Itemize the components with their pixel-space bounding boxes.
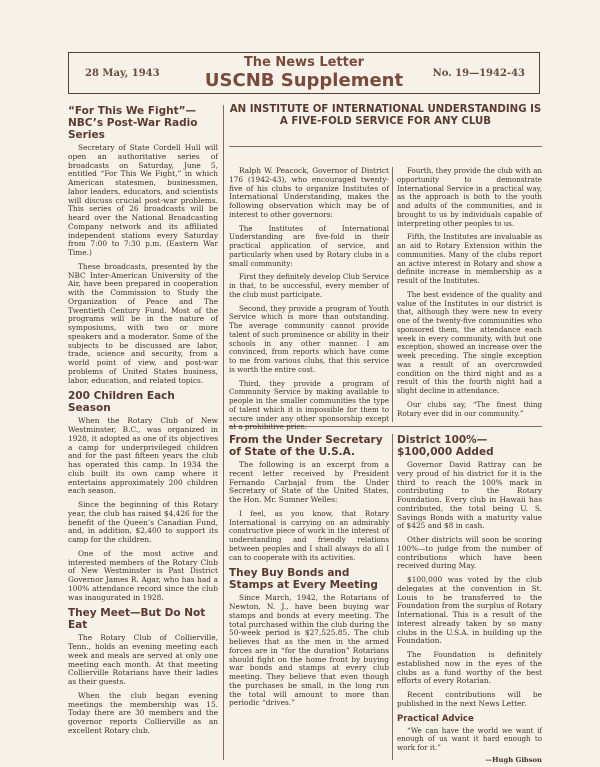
masthead-title: USCNB Supplement (204, 70, 404, 91)
institute-column-2 (397, 167, 542, 423)
left-column (68, 105, 218, 741)
institute-headline: AN INSTITUTE OF INTERNATIONAL UNDERSTANDING IS A FIVE-FOLD SERVICE FOR ANY CLUB (229, 104, 542, 127)
article-paragraph: I feel, as you know, that Rotary International is carrying on an admirably constructive piece of work in the interest of understanding and friendly relations between peoples and I shall always do all I can to cooperate with its activities. (229, 508, 389, 562)
article-paragraph: Since the beginning of this Rotary year, the club has raised $4,426 for the benefit of the Queen’s Canadian Fund, and, in addition, $2,400 to support its camp for the children. (68, 500, 218, 544)
lower-right-column (397, 434, 542, 765)
article-paragraph: The best evidence of the quality and value of the Institutes in our district is that, although they were new to every one of the twenty-five communities who sponsored them, the attendance each week in every community, with but one exception, showed an increase over the week preceding. The single exception was a result of an overcrowded condition on the third night and as a result of this the fourth night had a slight decline in attendance. (397, 289, 542, 395)
article-paragraph: When the club began evening meetings the membership was 15. Today there are 30 members and the governor reports Collierville as an excellent Rotary club. (68, 690, 218, 735)
article-title-for-this-we-fight: “For This We Fight”— NBC’s Post-War Radio Series (68, 105, 198, 141)
article-paragraph: Third, they provide a program of Community Service by making available to people in the smaller communities the type of talent which it is impossible for them to secure under any other sponsorship except at a prohibitive price. (229, 378, 389, 432)
article-paragraph: Secretary of State Cordell Hull will open an authoritative series of broadcasts on Saturday, June 5, entitled “For This We Fight,” in which American statesmen, businessmen, labor leaders, educators, and scientists will discuss crucial post-war problems. This series of 26 broadcasts will be heard over the National Broadcasting Company network and its affiliated independent stations every Saturday from 7:00 to 7:30 p.m. (Eastern War Time.) (68, 143, 218, 257)
quote-paragraph: “We can have the world we want if enough of us want it hard enough to work for it.” (397, 725, 542, 752)
article-paragraph: Governor David Rattray can be very proud of his district for it is the third to reach the 100% mark in contributing to the Rotary Foundation. Every club in Hawaii has contributed, the total being U. S. Savings Bonds with a maturity value of $425 and $8 in cash. (397, 460, 542, 531)
masthead-subtitle: The News Letter (243, 55, 365, 70)
column-divider-lower (392, 434, 393, 760)
article-paragraph: The following is an excerpt from a recent letter received by President Fernando Carbajal from the Under Secretary of State of the United States, the Hon. Mr. Sumner Welles: (229, 460, 389, 504)
article-paragraph: Other districts will soon be scoring 100%—to judge from the number of contributions which have been received during May. (397, 535, 542, 571)
article-paragraph: One of the most active and interested members of the Rotary Club of New Westminster is Past District Governor James R. Agar, who has had a 100% attendance record since the club was inaugurated in 1928. (68, 548, 218, 602)
article-title-they-meet: They Meet—But Do Not Eat (68, 607, 206, 632)
lower-middle-column (229, 434, 389, 713)
article-paragraph: Fourth, they provide the club with an opportunity to demonstrate International Service in a practical way, as the approach is both to the youth and adults of the communities, and is brought to us by individuals capable of interpreting other peoples to us. (397, 166, 542, 228)
article-paragraph: Second, they provide a program of Youth Service which is more than outstanding. The average community cannot provide talent of such prominence or ability in their schools in any other manner. I am convinced, from reports which have come to me from various clubs, that this service is worth the entire cost. (229, 303, 389, 374)
heading-rule (229, 146, 542, 147)
article-paragraph: The Rotary Club of Collierville, Tenn., holds an evening meeting each week and meals are served at only one meeting each month. At that meeting Collierville Rotarians have their ladies as their guests. (68, 633, 218, 686)
article-paragraph: Ralph W. Peacock, Governor of District 176 (1942-43), who encouraged twenty-five of his clubs to organize Institutes of International Understanding, makes the following observation which may be of interest to other governors: (229, 166, 389, 219)
article-paragraph: The Foundation is definitely established now in the eyes of the clubs as a fund worthy of the best efforts of every Rotarian. (397, 650, 542, 686)
article-paragraph: When the Rotary Club of New Westminster, B.C., was organized in 1928, it adopted as one of its objectives a camp for underprivileged children and for the past fifteen years the club has operated this camp. In 1934 the club built its own camp where it entertains approximately 200 children each season. (68, 416, 218, 496)
issue-date: 28 May, 1943 (85, 68, 160, 79)
institute-column-1 (229, 167, 389, 437)
masthead (68, 52, 540, 94)
article-title-200-children: 200 Children Each Season (68, 390, 175, 415)
article-title-bonds-stamps: They Buy Bonds and Stamps at Every Meeting (229, 567, 378, 592)
article-paragraph: These broadcasts, presented by the NBC Inter-American University of the Air, have been prepared in cooperation with the Commission to Study the Organization of Peace and The Twentieth Century Fund. Most of the programs will be in the nature of symposiums, with two or more speakers and a moderator. Some of the subjects to be discussed are labor, trade, science and security, from a world point of view, and post-war problems of United States business, labor, education, and related topics. (68, 261, 218, 385)
article-title-practical-advice: Practical Advice (397, 713, 474, 724)
column-divider-upper (392, 167, 393, 422)
column-divider-left (223, 105, 224, 760)
quote-attribution: —Hugh Gibson (485, 755, 542, 764)
issue-number: No. 19—1942-43 (432, 68, 525, 79)
article-paragraph: $100,000 was voted by the club delegates at the convention in St. Louis to be transferred to the Foundation from the surplus of Rotary International. This is a result of the interest already taken by so many clubs in the U.S.A. in building up the Foundation. (397, 575, 542, 646)
article-paragraph: Our clubs say, “The finest thing Rotary ever did in our community.” (397, 399, 542, 418)
article-paragraph: The Institutes of International Understanding are five-fold in their practical application of service, and particularly when used by Rotary clubs in a small community: (229, 223, 389, 268)
article-title-under-secretary: From the Under Secretary of State of the U.S.A. (229, 434, 383, 458)
article-paragraph: First they definitely develop Club Service in that, to be successful, every member of the club must participate. (229, 272, 389, 299)
article-paragraph: Recent contributions will be published in the next News Letter. (397, 690, 542, 708)
article-title-district-100: District 100%— $100,000 Added (397, 434, 494, 458)
article-paragraph: Since March, 1942, the Rotarians of Newton, N. J., have been buying war stamps and bonds at every meeting. The total purchased within the club during the 50-week period is $27,525.85. The club believes that as the men in the armed forces are in “for the duration” Rotarians should fight on the home front by buying war bonds and stamps at every club meeting. They believe that even though the purchases be small, in the long run the total will amount to more than periodic “drives.” (229, 593, 389, 708)
article-paragraph: Fifth, the Institutes are invaluable as an aid to Rotary Extension within the communities. Many of the clubs report an active interest in Rotary and show a definite increase in membership as a result of the Institutes. (397, 232, 542, 285)
